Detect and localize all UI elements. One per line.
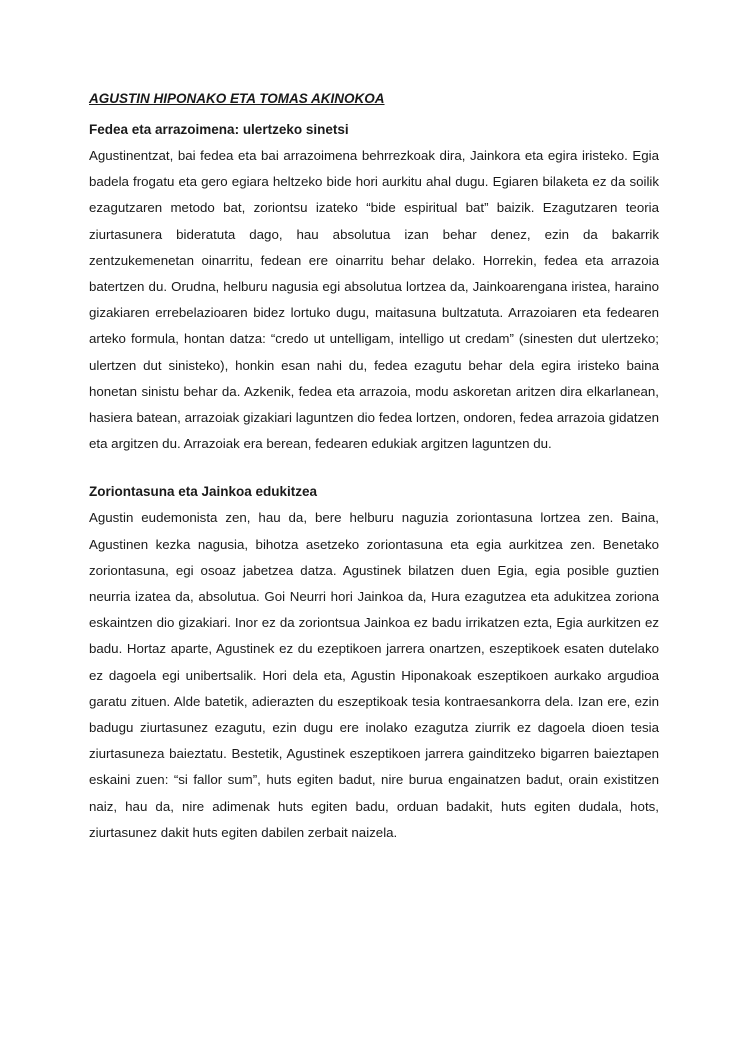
section-heading: Zoriontasuna eta Jainkoa edukitzea	[89, 484, 318, 500]
section-faith-reason	[89, 121, 659, 457]
section-paragraph: Agustinentzat, bai fedea eta bai arrazoimena behrrezkoak dira, Jainkora eta egira iristeko. Egia badela frogatu eta gero egiara heltzeko bide hori aurkitu ahal dugu. Egiaren bilaketa ez da soilik ezagutzaren metodo bat, zoriontsu izateko “bide espiritual bat” baizik. Ezagutzaren teoria ziurtasunera bideratuta dago, hau absolutua izan behar denez, ezin da bakarrik zentzukemenetan oinarritu, fedean ere oinarritu behar delako. Horrekin, fedea eta arrazoia batertzen du. Orudna, helburu nagusia egi absolutua lortzea da, Jainkoarengana iristea, haraino gizakiaren errebelazioaren bidez lortuko dugu, maitasuna bultzatuta. Arrazoiaren eta fedearen arteko formula, hontan datza: “credo ut untelligam, intelligo ut credam” (sinesten dut ulertzeko; ulertzen dut sinisteko), honkin esan nahi du, fedea ezagutu behar dela egira iristeko baina honetan sinistu behar da. Azkenik, fedea eta arrazoia, modu askoretan aritzen dira elkarlanean, hasiera batean, arrazoiak gizakiari laguntzen dio fedea lortzen, ondoren, fedea arrazoia gidatzen eta argitzen du. Arrazoiak era berean, fedearen edukiak argitzen laguntzen du.	[89, 148, 659, 452]
document-title: AGUSTIN HIPONAKO ETA TOMAS AKINOKOA	[89, 91, 385, 106]
document-page	[89, 90, 659, 846]
section-paragraph: Agustin eudemonista zen, hau da, bere helburu naguzia zoriontasuna lortzea zen. Baina, Agustinen kezka nagusia, bihotza asetzeko zoriontasuna eta egia aurkitzea zen. Benetako zoriontasuna, egi osoaz jabetzea datza. Agustinek bilatzen duen Egia, egia posible guztien neurria izatea da, absolutua. Goi Neurri hori Jainkoa da, Hura ezagutzea eta adukitzea zoriona eskaintzen dio gizakiari. Inor ez da zoriontsua Jainkoa ez badu irrikatzen ezta, Egia aurkitzen ez badu. Hortaz aparte, Agustinek ez du ezeptikoen jarrera onartzen, eszeptikoek esaten dutelako ez dagoela egi unibertsalik. Hori dela eta, Agustin Hiponakoak eszeptikoen aurkako argudioa garatu zituen. Alde batetik, adierazten du eszeptikoak tesia kontraesankorra dela. Izan ere, ezin badugu ziurtasunez ezagutu, ezin dugu ere inolako ezagutza ziurrik ez dagoela dioen tesia ziurtasuneza baieztatu. Bestetik, Agustinek eszeptikoen jarrera gainditzeko bigarren baieztapen eskaini zuen: “si fallor sum”, huts egiten badut, nire burua engainatzen badut, orain existitzen naiz, hau da, nire adimenak huts egiten badu, orduan badakit, huts egiten dudala, hots, ziurtasunez dakit huts egiten dabilen zerbait naizela.	[89, 510, 659, 840]
section-happiness-god	[89, 483, 659, 846]
section-spacer	[89, 457, 659, 483]
section-heading: Fedea eta arrazoimena: ulertzeko sinetsi	[89, 122, 349, 137]
